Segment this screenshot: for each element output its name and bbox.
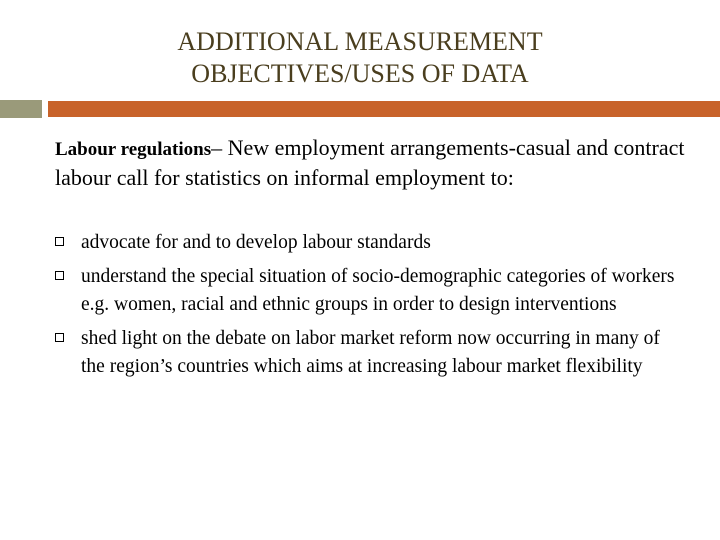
intro-paragraph: [55, 134, 695, 192]
slide-title-line-2: OBJECTIVES/USES OF DATA: [191, 59, 529, 88]
bullet-text: understand the special situation of socio-demographic categories of workers e.g. women, racial and ethnic groups in order to design interventions: [81, 266, 675, 315]
intro-text: New employment arrangements-casual and contract labour call for statistics on informal employment to:: [55, 135, 685, 190]
hollow-square-bullet-icon: [55, 237, 64, 246]
list-item: [55, 263, 675, 319]
title-rule-accent: [0, 100, 42, 118]
bullet-text: advocate for and to develop labour standards: [81, 232, 431, 253]
hollow-square-bullet-icon: [55, 333, 64, 342]
bullet-text: shed light on the debate on labor market reform now occurring in many of the region’s countries which aims at increasing labour market flexibility: [81, 328, 660, 377]
hollow-square-bullet-icon: [55, 271, 64, 280]
intro-dash: –: [211, 135, 228, 160]
slide-title-line-1: ADDITIONAL MEASUREMENT: [177, 27, 543, 56]
bullet-list: [55, 229, 675, 387]
intro-lead: Labour regulations: [55, 139, 212, 160]
title-rule-bar: [48, 101, 720, 117]
list-item: [55, 229, 675, 257]
list-item: [55, 325, 675, 381]
slide-title: [60, 26, 660, 90]
